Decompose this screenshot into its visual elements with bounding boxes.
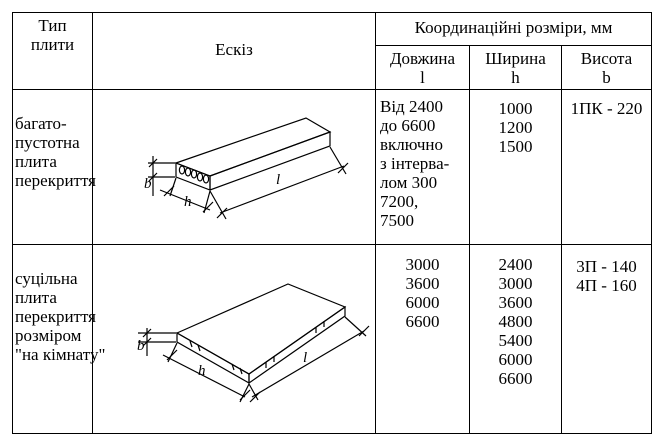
row-1-length: Від 2400 до 6600 включно з інтерва- лом 300 7200, 7500	[380, 97, 450, 230]
dimension-label-l: l	[303, 350, 308, 366]
dimension-label-h: h	[184, 194, 192, 210]
dimension-label-l: l	[276, 172, 281, 188]
dimension-label-b: b	[137, 338, 145, 354]
row-2-length: 3000 3600 6000 6600	[405, 255, 440, 331]
dimension-label-b: b	[144, 176, 152, 192]
row-2-height: 3П - 140 4П - 160	[576, 257, 637, 295]
header-width: Ширина h	[485, 49, 546, 87]
header-type: Тип плити	[30, 16, 75, 54]
row-2-width: 2400 3000 3600 4800 5400 6000 6600	[498, 255, 533, 388]
header-length: Довжина l	[389, 49, 456, 87]
header-coordination-sizes: Координаційні розміри, мм	[414, 18, 613, 37]
row-1-type: багато- пустотна плита перекриття	[15, 114, 96, 190]
header-sketch: Ескіз	[215, 40, 253, 59]
row-1-width: 1000 1200 1500	[498, 99, 533, 156]
row-2-type: суцільна плита перекриття розміром "на кімнату"	[15, 269, 106, 364]
dimension-label-h: h	[198, 363, 206, 379]
header-height: Висота b	[580, 49, 633, 87]
row-1-height: 1ПК - 220	[570, 99, 643, 118]
